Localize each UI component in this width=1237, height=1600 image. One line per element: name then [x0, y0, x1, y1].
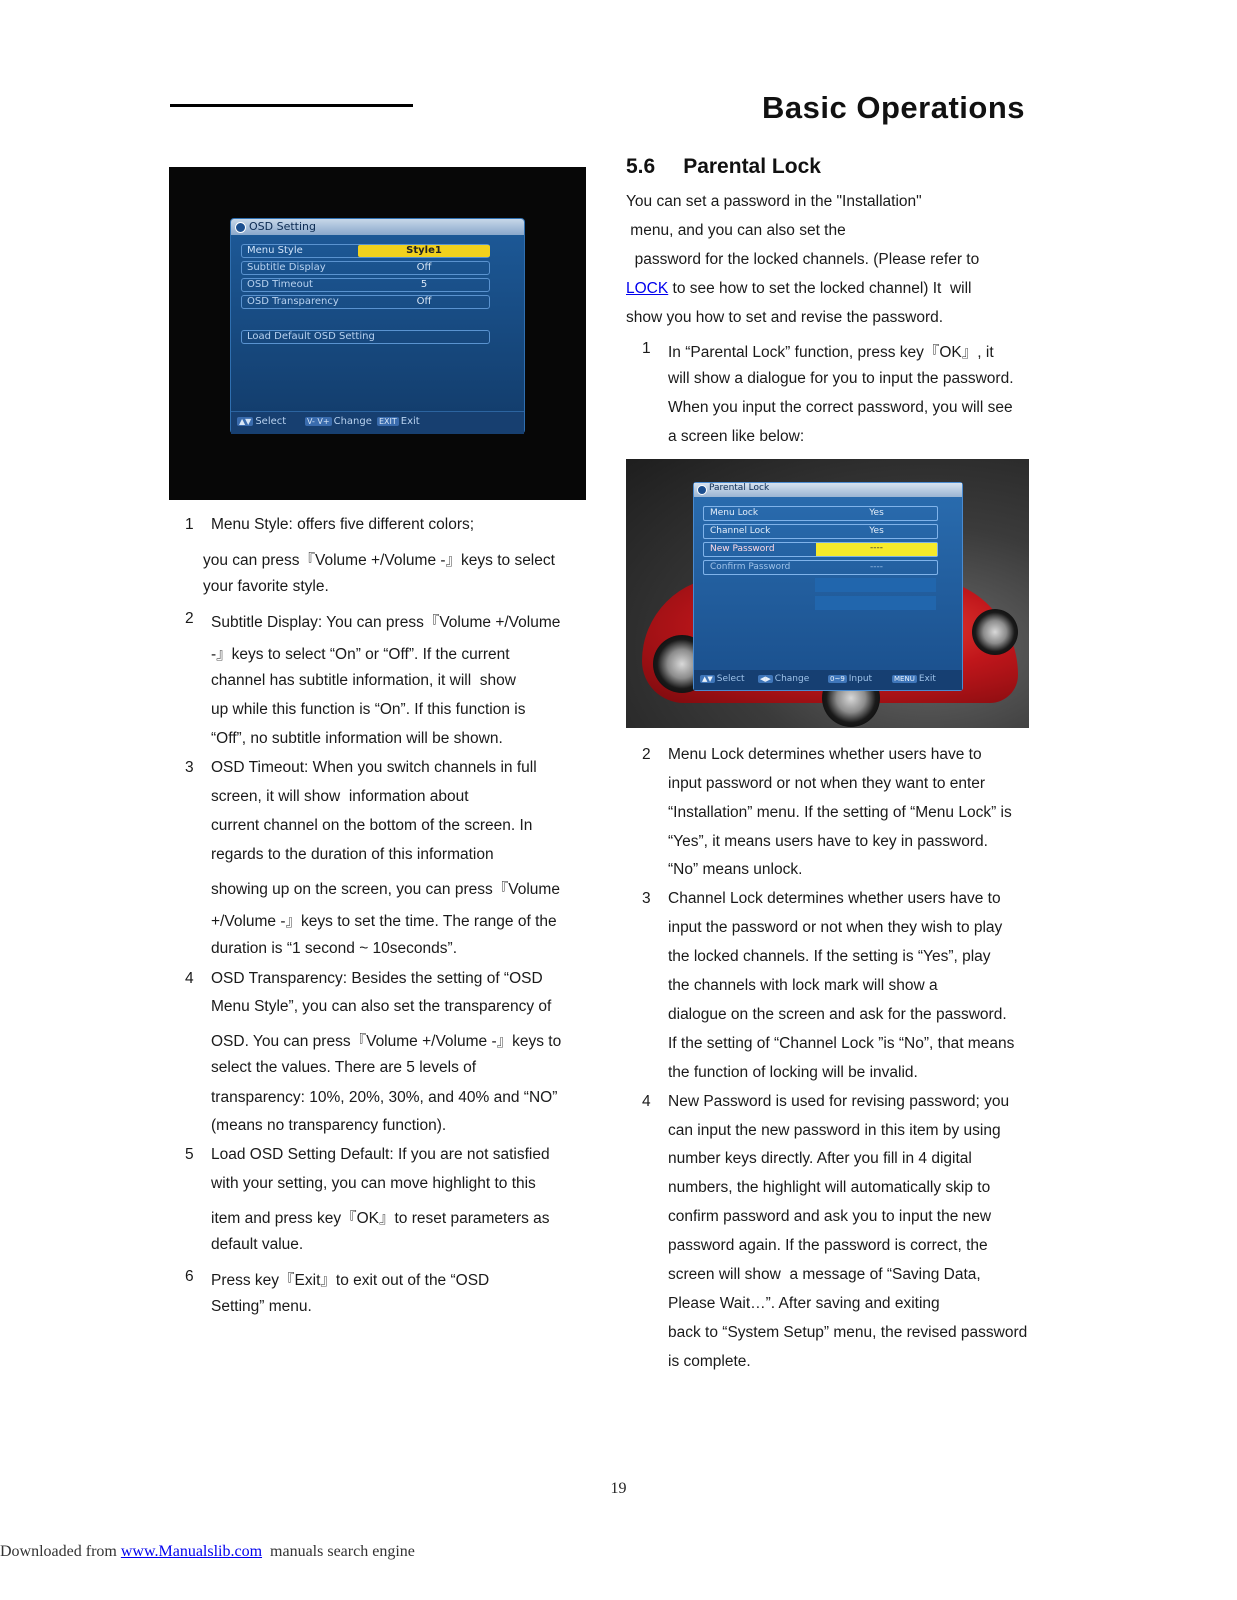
list-item-line: In “Parental Lock” function, press key『OK』, it [668, 344, 994, 361]
list-item-line: the channels with lock mark will show a [668, 977, 938, 994]
list-item-line: the function of locking will be invalid. [668, 1064, 918, 1081]
car-wheel-icon [972, 609, 1018, 655]
pl-hint-input: 0~9 Input [830, 674, 873, 684]
osd-title: OSD Setting [249, 220, 316, 233]
parental-lock-panel [693, 482, 963, 691]
list-item-line: -』keys to select “On” or “Off”. If the current [211, 646, 510, 663]
list-item-line: confirm password and ask you to input the new [668, 1208, 992, 1225]
pl-hint-select: ▲▼ Select [702, 674, 745, 684]
list-item-line: Channel Lock determines whether users have to [668, 890, 1001, 907]
osd-row-value: Off [416, 296, 432, 307]
list-item-line: +/Volume -』keys to set the time. The range of the [211, 913, 557, 930]
osd-row-label: Subtitle Display [247, 262, 326, 273]
list-item-line: the locked channels. If the setting is “Yes”, play [668, 948, 991, 965]
updown-arrow-icon: ▲▼ [702, 675, 713, 683]
list-item-line: showing up on the screen, you can press『Volume [211, 881, 560, 898]
list-item-line: number keys directly. After you fill in 4 digital [668, 1150, 972, 1167]
list-item-line: is complete. [668, 1353, 751, 1370]
pl-empty-row [815, 578, 936, 592]
list-item-line: default value. [211, 1236, 304, 1253]
list-item-line: Menu Lock determines whether users have to [668, 746, 982, 763]
list-item-line: OSD Transparency: Besides the setting of “OSD [211, 970, 543, 987]
pl-row-label: Menu Lock [710, 508, 759, 518]
pl-hint-change: ◀▶ Change [760, 674, 810, 684]
lock-link[interactable]: LOCK [626, 280, 669, 297]
pl-hint-exit: MENU Exit [894, 674, 936, 684]
list-item-line: Press key『Exit』to exit out of the “OSD [211, 1272, 490, 1289]
list-item-line: dialogue on the screen and ask for the password. [668, 1006, 1007, 1023]
pl-row-value: ---- [870, 562, 883, 572]
footer: Downloaded from www.Manualslib.com manuals search engine [0, 1543, 415, 1560]
pl-row-value: Yes [869, 508, 884, 518]
list-item-number: 3 [185, 759, 194, 776]
osd-row-load-default [241, 330, 490, 344]
list-item-line: OSD Timeout: When you switch channels in full [211, 759, 537, 776]
osd-row-label: OSD Transparency [247, 296, 339, 307]
exit-key-icon: EXIT [379, 417, 397, 426]
header-rule [170, 104, 413, 107]
osd-row-osd-timeout [241, 278, 490, 292]
pl-row-label: Confirm Password [710, 562, 791, 572]
pl-empty-row [815, 596, 936, 610]
list-item-line: Setting” menu. [211, 1298, 312, 1315]
list-item-line: up while this function is “On”. If this function is [211, 701, 526, 718]
list-item-number: 1 [642, 340, 651, 357]
osd-row-label: Menu Style [247, 245, 303, 256]
change-key-icon: V- V+ [307, 417, 330, 426]
chapter-title: Basic Operations [762, 90, 1025, 125]
list-item-line: “Yes”, it means users have to key in password. [668, 833, 988, 850]
updown-arrow-icon: ▲▼ [239, 417, 252, 426]
menu-key-icon: MENU [894, 675, 915, 683]
list-item-line: your favorite style. [203, 578, 329, 595]
section-heading [626, 155, 821, 179]
list-item-number: 2 [642, 746, 651, 763]
manualslib-link[interactable]: www.Manualslib.com [120, 1543, 263, 1560]
pl-row-menu-lock [703, 506, 938, 521]
list-item-line: Load OSD Setting Default: If you are not satisfied [211, 1146, 550, 1163]
menu-bullet-icon [235, 222, 246, 233]
osd-hint-change: V- V+ Change [307, 416, 372, 427]
pl-row-confirm-password [703, 560, 938, 575]
intro-line: menu, and you can also set the [626, 222, 846, 239]
section-number: 5.6 [626, 155, 656, 178]
osd-row-value: Style1 [358, 245, 490, 257]
pl-titlebar [694, 483, 962, 497]
list-item-line: input password or not when they want to enter [668, 775, 986, 792]
list-item-line: channel has subtitle information, it will show [211, 672, 516, 689]
pl-row-channel-lock [703, 524, 938, 539]
list-item-number: 3 [642, 890, 651, 907]
page-number: 19 [610, 1480, 627, 1497]
list-item-line: numbers, the highlight will automatically skip to [668, 1179, 991, 1196]
osd-row-osd-transparency [241, 295, 490, 309]
list-item-line: can input the new password in this item by using [668, 1122, 1001, 1139]
osd-setting-panel [230, 218, 525, 434]
osd-row-value: Off [416, 262, 432, 273]
list-item-line: a screen like below: [668, 428, 805, 445]
osd-hint-exit: EXIT Exit [379, 416, 420, 427]
osd-row-value: 5 [420, 279, 428, 290]
pl-title: Parental Lock [709, 483, 770, 493]
list-item-line: select the values. There are 5 levels of [211, 1059, 477, 1076]
list-item-line: transparency: 10%, 20%, 30%, and 40% and “NO” [211, 1089, 558, 1106]
list-item-line: screen will show a message of “Saving Data, [668, 1266, 981, 1283]
pl-row-label: Channel Lock [710, 526, 771, 536]
list-item-line: back to “System Setup” menu, the revised password [668, 1324, 1028, 1341]
osd-hint-bar [231, 411, 524, 434]
list-item-line: “No” means unlock. [668, 861, 803, 878]
pl-hint-bar [694, 670, 962, 690]
osd-row-label: OSD Timeout [247, 279, 313, 290]
list-item-line: “Off”, no subtitle information will be shown. [211, 730, 503, 747]
osd-titlebar [231, 219, 524, 235]
parental-lock-screenshot [626, 459, 1029, 728]
list-item-number: 4 [642, 1093, 651, 1110]
digit-key-icon: 0~9 [830, 675, 845, 683]
list-item-line: you can press『Volume +/Volume -』keys to select [203, 552, 555, 569]
intro-line: show you how to set and revise the password. [626, 309, 944, 326]
list-item-line: current channel on the bottom of the screen. In [211, 817, 533, 834]
list-item-line: If the setting of “Channel Lock ”is “No”, that means [668, 1035, 1015, 1052]
list-item-line: Subtitle Display: You can press『Volume +/Volume [211, 614, 561, 631]
pl-row-label: New Password [710, 544, 775, 554]
intro-line: password for the locked channels. (Please refer to [626, 251, 980, 268]
list-item-number: 1 [185, 516, 194, 533]
list-item-line: (means no transparency function). [211, 1117, 447, 1134]
intro-line: You can set a password in the "Installation" [626, 193, 922, 210]
list-item-number: 4 [185, 970, 194, 987]
list-item-line: duration is “1 second ~ 10seconds”. [211, 940, 457, 957]
pl-row-new-password [703, 542, 938, 557]
list-item-number: 5 [185, 1146, 194, 1163]
list-item-line: item and press key『OK』to reset parameters as [211, 1210, 550, 1227]
list-item-line: with your setting, you can move highlight to this [211, 1175, 536, 1192]
osd-row-menu-style [241, 244, 490, 258]
list-item-line: input the password or not when they wish to play [668, 919, 1003, 936]
list-item-line: Please Wait…”. After saving and exiting [668, 1295, 940, 1312]
list-item-line: New Password is used for revising password; you [668, 1093, 1010, 1110]
osd-row-label: Load Default OSD Setting [247, 331, 375, 342]
osd-hint-select: ▲▼ Select [239, 416, 287, 427]
list-item-line: screen, it will show information about [211, 788, 469, 805]
list-item-line: password again. If the password is correct, the [668, 1237, 988, 1254]
list-item-line: regards to the duration of this information [211, 846, 494, 863]
list-item-line: “Installation” menu. If the setting of “Menu Lock” is [668, 804, 1012, 821]
list-item-line: Menu Style”, you can also set the transparency of [211, 998, 552, 1015]
pl-row-value: Yes [869, 526, 884, 536]
leftright-arrow-icon: ◀▶ [760, 675, 771, 683]
list-item-number: 2 [185, 610, 194, 627]
list-item-line: OSD. You can press『Volume +/Volume -』keys to [211, 1033, 562, 1050]
list-item-line: When you input the correct password, you will see [668, 399, 1013, 416]
intro-line: LOCK to see how to set the locked channel) It will [626, 280, 972, 297]
section-title: Parental Lock [683, 155, 821, 178]
list-item-line: Menu Style: offers five different colors; [211, 516, 475, 533]
list-item-number: 6 [185, 1268, 194, 1285]
pl-row-value: ---- [816, 543, 937, 556]
menu-bullet-icon [697, 485, 707, 495]
list-item-line: will show a dialogue for you to input the password. [668, 370, 1014, 387]
osd-row-subtitle-display [241, 261, 490, 275]
